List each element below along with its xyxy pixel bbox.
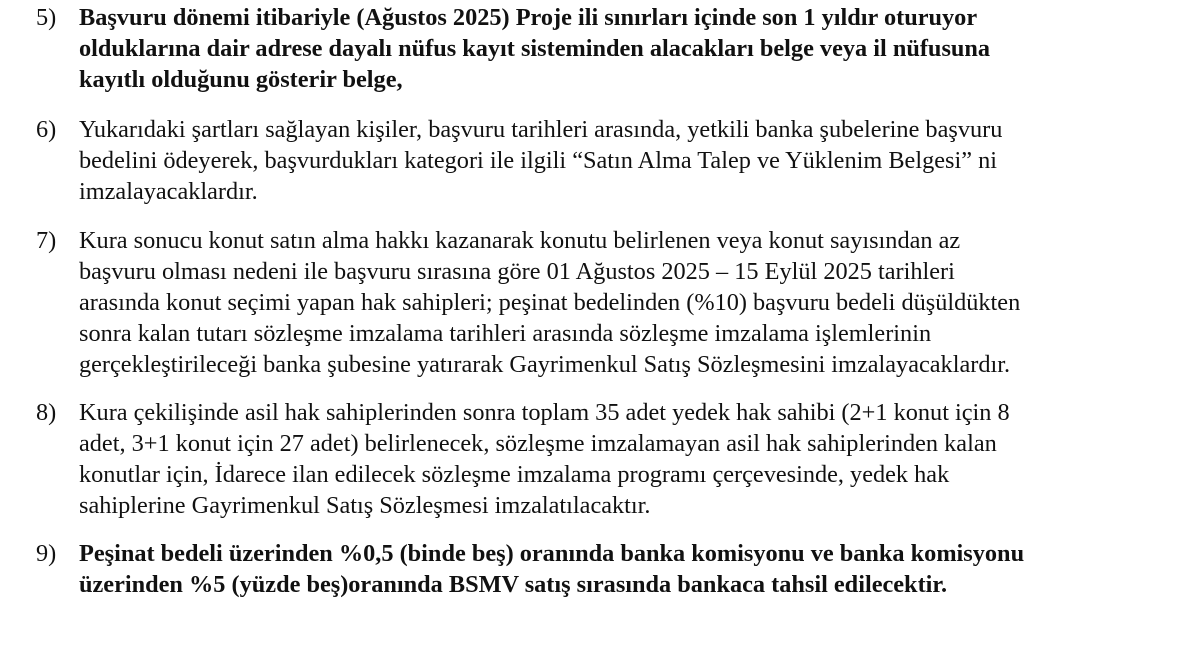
text-line: arasında konut seçimi yapan hak sahipleri; peşinat bedelinden (%10) başvuru bedeli düşüldükten bbox=[79, 289, 1021, 316]
item-number: 7) bbox=[36, 227, 57, 254]
text-line: gerçekleştirileceği banka şubesine yatırarak Gayrimenkul Satış Sözleşmesini imzalayacaklardır. bbox=[79, 351, 1011, 378]
text-line: bedelini ödeyerek, başvurdukları kategori ile ilgili “Satın Alma Talep ve Yüklenim Belgesi” ni bbox=[79, 147, 997, 174]
text-line: konutlar için, İdarece ilan edilecek sözleşme imzalama programı çerçevesinde, yedek hak bbox=[79, 461, 950, 488]
item-number: 6) bbox=[36, 116, 57, 143]
text-line: Yukarıdaki şartları sağlayan kişiler, başvuru tarihleri arasında, yetkili banka şubelerine başvuru bbox=[79, 116, 1003, 143]
text-line: Peşinat bedeli üzerinden %0,5 (binde beş) oranında banka komisyonu ve banka komisyonu bbox=[79, 540, 1025, 567]
text-line: sahiplerine Gayrimenkul Satış Sözleşmesi imzalatılacaktır. bbox=[79, 492, 651, 519]
item-number: 9) bbox=[36, 540, 57, 567]
text-line: kayıtlı olduğunu gösterir belge, bbox=[79, 66, 403, 93]
text-line: başvuru olması nedeni ile başvuru sırasına göre 01 Ağustos 2025 – 15 Eylül 2025 tarihleri bbox=[79, 258, 955, 285]
text-line: imzalayacaklardır. bbox=[79, 178, 258, 205]
item-number: 8) bbox=[36, 399, 57, 426]
text-line: olduklarına dair adrese dayalı nüfus kayıt sisteminden alacakları belge veya il nüfusuna bbox=[79, 35, 991, 62]
text-line: üzerinden %5 (yüzde beş)oranında BSMV satış sırasında bankaca tahsil edilecektir. bbox=[79, 571, 948, 598]
item-number: 5) bbox=[36, 4, 57, 31]
item-text bbox=[79, 538, 1176, 600]
text-line: Kura sonucu konut satın alma hakkı kazanarak konutu belirlenen veya konut sayısından az bbox=[79, 227, 961, 254]
text-line: adet, 3+1 konut için 27 adet) belirlenecek, sözleşme imzalamayan asil hak sahiplerinden kalan bbox=[79, 430, 997, 457]
text-line: Başvuru dönemi itibariyle (Ağustos 2025) Proje ili sınırları içinde son 1 yıldır oturuyor bbox=[79, 4, 978, 31]
item-text bbox=[79, 225, 1176, 380]
text-line: sonra kalan tutarı sözleşme imzalama tarihleri arasında sözleşme imzalama işlemlerinin bbox=[79, 320, 932, 347]
item-text bbox=[79, 2, 1176, 95]
item-text bbox=[79, 114, 1176, 207]
text-line: Kura çekilişinde asil hak sahiplerinden sonra toplam 35 adet yedek hak sahibi (2+1 konut için 8 bbox=[79, 399, 1010, 426]
item-text bbox=[79, 397, 1176, 521]
